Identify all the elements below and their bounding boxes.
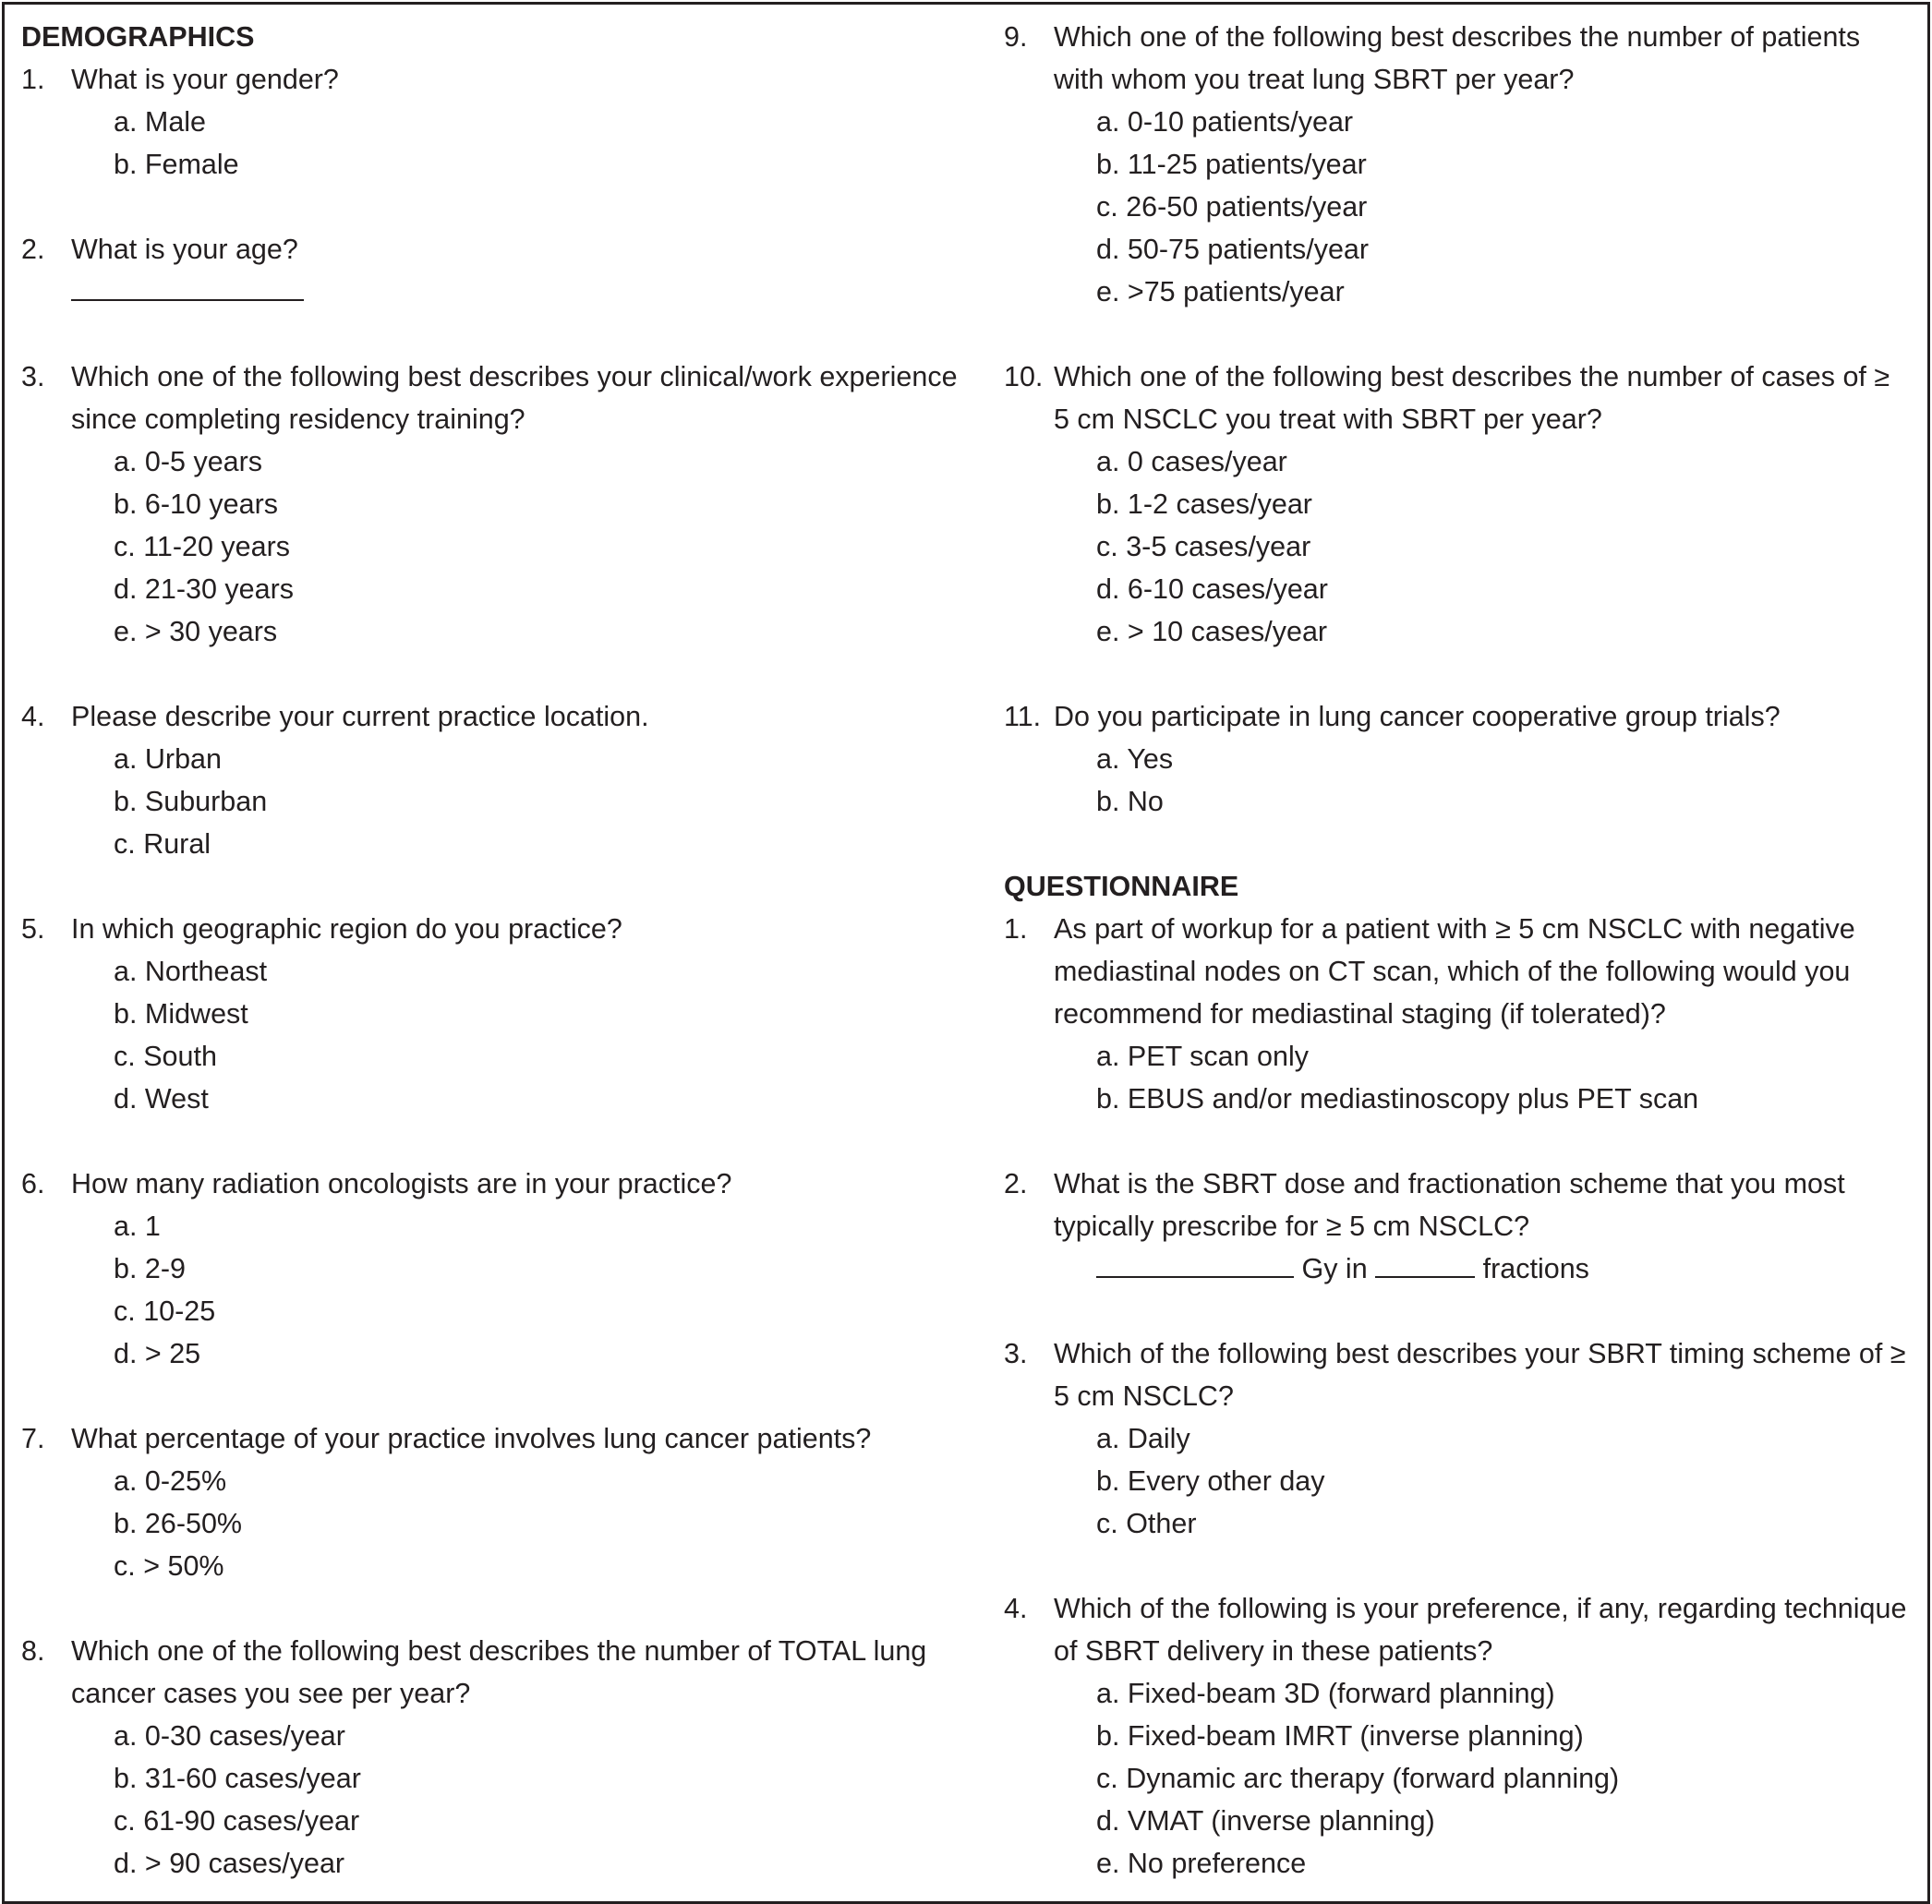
question-11 <box>1004 695 1909 738</box>
question-number: 4. <box>1004 1593 1028 1624</box>
question-number: 3. <box>1004 1338 1028 1369</box>
right-column <box>1004 16 1909 1885</box>
answer-option[interactable]: a. PET scan only <box>1096 1041 1310 1072</box>
question-7 <box>21 1417 972 1460</box>
answer-option[interactable]: a. Urban <box>114 743 222 775</box>
answer-option[interactable]: c. > 50% <box>114 1550 224 1582</box>
question-number: 3. <box>21 361 45 392</box>
answer-option[interactable]: b. No <box>1096 786 1164 817</box>
answer-option[interactable]: a. 1 <box>114 1211 161 1242</box>
answer-option[interactable]: d. West <box>114 1083 209 1115</box>
questionnaire-question-3 <box>1004 1332 1909 1417</box>
demographics-heading: DEMOGRAPHICS <box>21 21 255 53</box>
left-column <box>21 16 972 1885</box>
answer-option[interactable]: a. 0-5 years <box>114 446 263 477</box>
question-number: 9. <box>1004 21 1028 53</box>
question-number: 6. <box>21 1168 45 1199</box>
answer-option[interactable]: c. Rural <box>114 828 211 860</box>
question-1 <box>21 58 972 101</box>
answer-option[interactable]: b. 11-25 patients/year <box>1096 149 1367 180</box>
question-text: What percentage of your practice involves lung cancer patients? <box>71 1423 872 1454</box>
question-3 <box>21 355 972 440</box>
question-10 <box>1004 355 1909 440</box>
question-number: 10. <box>1004 361 1044 392</box>
question-6 <box>21 1163 972 1205</box>
answer-option[interactable]: a. 0-30 cases/year <box>114 1720 345 1752</box>
answer-option[interactable]: a. 0-10 patients/year <box>1096 106 1354 138</box>
answer-option[interactable]: d. 50-75 patients/year <box>1096 234 1370 265</box>
question-5 <box>21 908 972 950</box>
survey-form <box>2 2 1930 1904</box>
answer-option[interactable]: a. Northeast <box>114 956 268 987</box>
answer-option[interactable]: b. Every other day <box>1096 1465 1325 1497</box>
fractions-blank-field[interactable] <box>1375 1248 1475 1278</box>
answer-option[interactable]: a. Male <box>114 106 207 138</box>
answer-option[interactable]: d. > 25 <box>114 1338 201 1369</box>
questionnaire-question-4 <box>1004 1587 1909 1672</box>
answer-option[interactable]: e. No preference <box>1096 1848 1307 1879</box>
question-text: Which one of the following best describes the number of TOTAL lung cancer cases you see per year? <box>71 1635 927 1709</box>
question-text: Do you participate in lung cancer cooperative group trials? <box>1054 701 1781 732</box>
question-number: 1. <box>1004 913 1028 945</box>
question-text: Which of the following best describes your SBRT timing scheme of ≥ 5 cm NSCLC? <box>1054 1338 1906 1412</box>
answer-option[interactable]: b. Fixed-beam IMRT (inverse planning) <box>1096 1720 1584 1752</box>
question-text: Which of the following is your preference, if any, regarding technique of SBRT delivery in these patients? <box>1054 1593 1907 1667</box>
answer-option[interactable]: e. > 10 cases/year <box>1096 616 1328 647</box>
answer-option[interactable]: b. EBUS and/or mediastinoscopy plus PET scan <box>1096 1083 1699 1115</box>
answer-option[interactable]: a. Fixed-beam 3D (forward planning) <box>1096 1678 1555 1709</box>
answer-option[interactable]: b. 1-2 cases/year <box>1096 488 1312 520</box>
question-number: 11. <box>1004 701 1042 732</box>
answer-option[interactable]: a. 0 cases/year <box>1096 446 1287 477</box>
answer-option[interactable]: a. 0-25% <box>114 1465 227 1497</box>
answer-option[interactable]: a. Yes <box>1096 743 1174 775</box>
question-number: 2. <box>21 234 45 265</box>
answer-option[interactable]: c. 26-50 patients/year <box>1096 191 1368 223</box>
answer-option[interactable]: b. 31-60 cases/year <box>114 1763 361 1794</box>
question-text: What is the SBRT dose and fractionation scheme that you most typically prescribe for ≥ 5 cm NSCLC? <box>1054 1168 1845 1242</box>
answer-option[interactable]: c. 3-5 cases/year <box>1096 531 1311 562</box>
question-text: As part of workup for a patient with ≥ 5 cm NSCLC with negative mediastinal nodes on CT scan, which of the following would you recommend for mediastinal staging (if tolerated)? <box>1054 913 1855 1030</box>
question-text: Which one of the following best describes the number of cases of ≥ 5 cm NSCLC you treat with SBRT per year? <box>1054 361 1890 435</box>
answer-option[interactable]: c. 11-20 years <box>114 531 290 562</box>
answer-option[interactable]: b. 2-9 <box>114 1253 186 1284</box>
question-number: 2. <box>1004 1168 1028 1199</box>
question-9 <box>1004 16 1909 101</box>
answer-option[interactable]: c. 10-25 <box>114 1295 216 1327</box>
answer-option[interactable]: c. Other <box>1096 1508 1197 1539</box>
answer-option[interactable]: b. 6-10 years <box>114 488 279 520</box>
question-text: Please describe your current practice location. <box>71 701 649 732</box>
question-number: 5. <box>21 913 45 945</box>
answer-option[interactable]: b. Suburban <box>114 786 268 817</box>
answer-option[interactable]: d. VMAT (inverse planning) <box>1096 1805 1435 1837</box>
fractions-label: fractions <box>1482 1253 1589 1284</box>
answer-option[interactable]: c. Dynamic arc therapy (forward planning) <box>1096 1763 1620 1794</box>
question-number: 1. <box>21 64 45 95</box>
dose-blank-field[interactable] <box>1096 1248 1294 1278</box>
question-text: How many radiation oncologists are in your practice? <box>71 1168 732 1199</box>
dose-fill-row <box>1004 1247 1909 1290</box>
question-text: What is your age? <box>71 234 298 265</box>
answer-option[interactable]: d. 21-30 years <box>114 573 294 605</box>
questionnaire-heading: QUESTIONNAIRE <box>1004 871 1239 902</box>
answer-option[interactable]: c. South <box>114 1041 217 1072</box>
questionnaire-question-2 <box>1004 1163 1909 1247</box>
answer-option[interactable]: c. 61-90 cases/year <box>114 1805 360 1837</box>
answer-option[interactable]: b. Midwest <box>114 998 248 1030</box>
answer-option[interactable]: b. Female <box>114 149 239 180</box>
question-4 <box>21 695 972 738</box>
questionnaire-question-1 <box>1004 908 1909 1035</box>
answer-option[interactable]: e. > 30 years <box>114 616 278 647</box>
question-text: Which one of the following best describes your clinical/work experience since completing residency training? <box>71 361 958 435</box>
answer-option[interactable]: d. > 90 cases/year <box>114 1848 345 1879</box>
answer-option[interactable]: a. Daily <box>1096 1423 1190 1454</box>
question-number: 8. <box>21 1635 45 1667</box>
age-blank-field[interactable] <box>71 271 304 301</box>
question-number: 7. <box>21 1423 45 1454</box>
gy-label: Gy in <box>1301 1253 1368 1284</box>
question-text: In which geographic region do you practice? <box>71 913 622 945</box>
question-text: What is your gender? <box>71 64 339 95</box>
answer-option[interactable]: e. >75 patients/year <box>1096 276 1345 307</box>
question-8 <box>21 1630 972 1715</box>
question-2 <box>21 228 972 271</box>
answer-option[interactable]: d. 6-10 cases/year <box>1096 573 1328 605</box>
question-number: 4. <box>21 701 45 732</box>
answer-option[interactable]: b. 26-50% <box>114 1508 243 1539</box>
question-text: Which one of the following best describes the number of patients with whom you treat lung SBRT per year? <box>1054 21 1861 95</box>
